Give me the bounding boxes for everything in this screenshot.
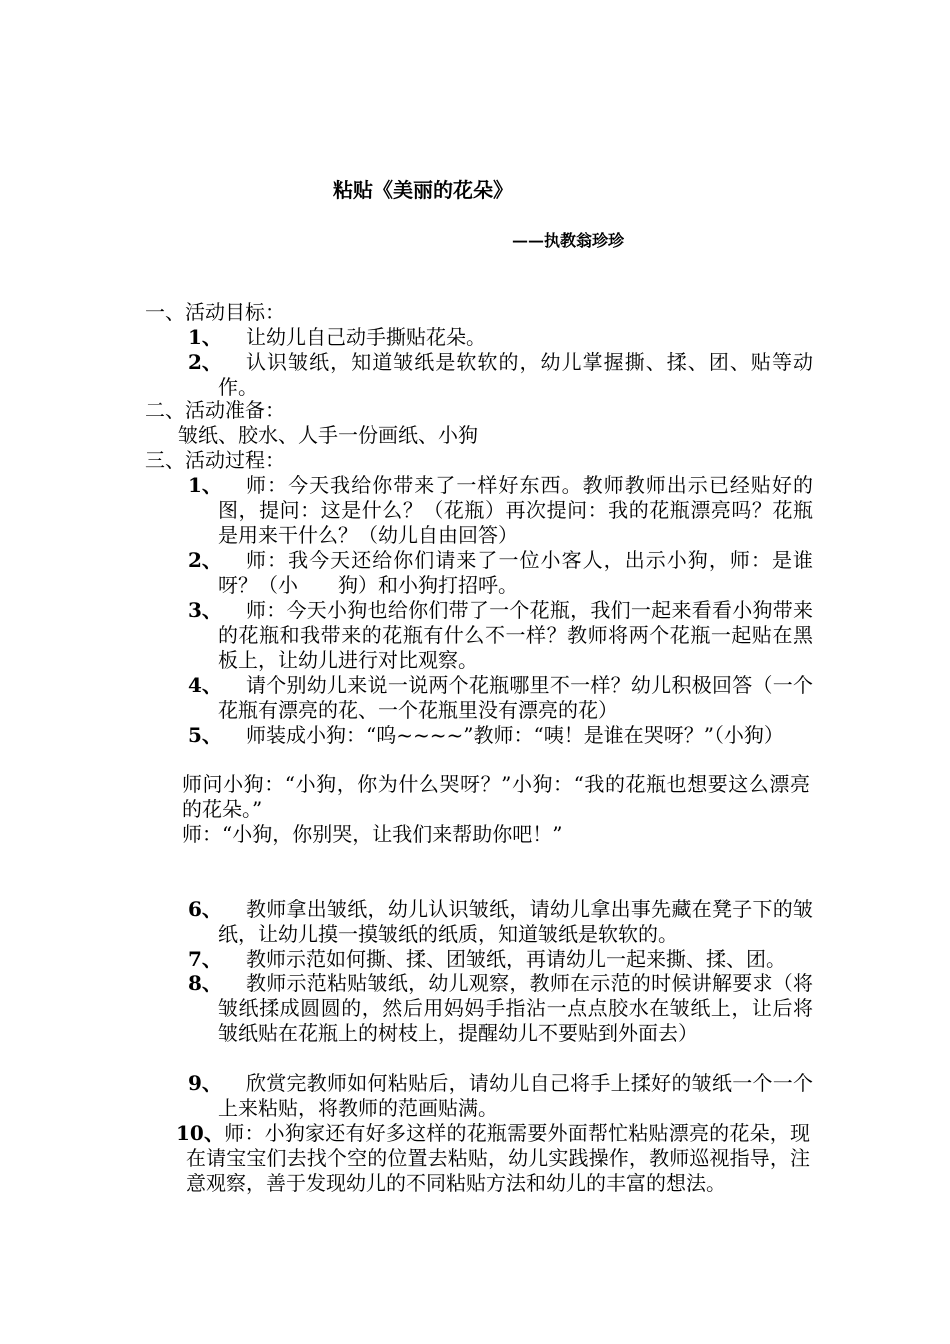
list-item bbox=[188, 473, 813, 548]
item-number: 2、 bbox=[188, 548, 222, 572]
list-item bbox=[188, 598, 813, 673]
item-text: 教师示范如何撕、揉、团皱纸，再请幼儿一起来撕、揉、团。 bbox=[246, 947, 786, 971]
list-item bbox=[188, 723, 813, 748]
materials-list: 皱纸、胶水、人手一份画纸、小狗 bbox=[178, 423, 478, 447]
list-item bbox=[188, 897, 813, 947]
item-number: 7、 bbox=[188, 947, 222, 971]
item-number: 5、 bbox=[188, 723, 222, 747]
section-heading-goals: 一、活动目标： bbox=[145, 300, 285, 324]
item-text: 师装成小狗：“呜~~~~”教师：“咦！是谁在哭呀？”（小狗） bbox=[246, 723, 784, 747]
item-number: 1、 bbox=[188, 325, 222, 349]
item-number: 10、 bbox=[176, 1121, 225, 1145]
item-text: 让幼儿自己动手撕贴花朵。 bbox=[246, 325, 486, 349]
list-item bbox=[188, 971, 813, 1046]
item-number: 3、 bbox=[188, 598, 222, 622]
item-text: 师：今天我给你带来了一样好东西。教师教师出示已经贴好的图，提问：这是什么？（花瓶）再次提问：我的花瓶漂亮吗？花瓶是用来干什么？（幼儿自由回答） bbox=[218, 473, 813, 547]
section-heading-preparation: 二、活动准备： bbox=[145, 398, 285, 422]
item-text: 欣赏完教师如何粘贴后，请幼儿自己将手上揉好的皱纸一个一个上来粘贴，将教师的范画贴满。 bbox=[218, 1071, 813, 1120]
item-text: 教师示范粘贴皱纸，幼儿观察，教师在示范的时候讲解要求（将皱纸揉成圆圆的，然后用妈妈手指沾一点点胶水在皱纸上，让后将皱纸贴在花瓶上的树枝上，提醒幼儿不要贴到外面去） bbox=[218, 971, 813, 1045]
item-number: 1、 bbox=[188, 473, 222, 497]
item-text: 师：今天小狗也给你们带了一个花瓶，我们一起来看看小狗带来的花瓶和我带来的花瓶有什么不一样？教师将两个花瓶一起贴在黑板上，让幼儿进行对比观察。 bbox=[218, 598, 813, 672]
list-item bbox=[188, 325, 813, 350]
dialog-paragraph: 师：“小狗，你别哭，让我们来帮助你吧！” bbox=[182, 822, 563, 846]
document-title: 粘贴《美丽的花朵》 bbox=[333, 178, 513, 202]
item-text: 师：我今天还给你们请来了一位小客人，出示小狗，师：是谁呀？（小 狗）和小狗打招呼。 bbox=[218, 548, 813, 597]
item-text: 教师拿出皱纸，幼儿认识皱纸，请幼儿拿出事先藏在凳子下的皱纸，让幼儿摸一摸皱纸的纸质，知道皱纸是软软的。 bbox=[218, 897, 813, 946]
list-item bbox=[176, 1121, 810, 1196]
list-item bbox=[188, 673, 813, 723]
list-item bbox=[188, 947, 813, 972]
item-text: 认识皱纸，知道皱纸是软软的，幼儿掌握撕、揉、团、贴等动作。 bbox=[218, 350, 813, 399]
item-number: 6、 bbox=[188, 897, 222, 921]
section-heading-process: 三、活动过程： bbox=[145, 448, 285, 472]
list-item bbox=[188, 548, 813, 598]
list-item bbox=[188, 350, 813, 400]
item-number: 2、 bbox=[188, 350, 222, 374]
author-line: ——执教翁珍珍 bbox=[512, 231, 625, 250]
item-number: 9、 bbox=[188, 1071, 222, 1095]
item-number: 4、 bbox=[188, 673, 222, 697]
item-text: 师：小狗家还有好多这样的花瓶需要外面帮忙粘贴漂亮的花朵，现在请宝宝们去找个空的位置去粘贴，幼儿实践操作，教师巡视指导，注意观察，善于发现幼儿的不同粘贴方法和幼儿的丰富的想法。 bbox=[186, 1121, 810, 1195]
item-text: 请个别幼儿来说一说两个花瓶哪里不一样？幼儿积极回答（一个花瓶有漂亮的花、一个花瓶里没有漂亮的花） bbox=[218, 673, 813, 722]
list-item bbox=[188, 1071, 813, 1121]
dialog-paragraph: 师问小狗：“小狗，你为什么哭呀？”小狗：“我的花瓶也想要这么漂亮的花朵。” bbox=[182, 772, 810, 821]
item-number: 8、 bbox=[188, 971, 222, 995]
